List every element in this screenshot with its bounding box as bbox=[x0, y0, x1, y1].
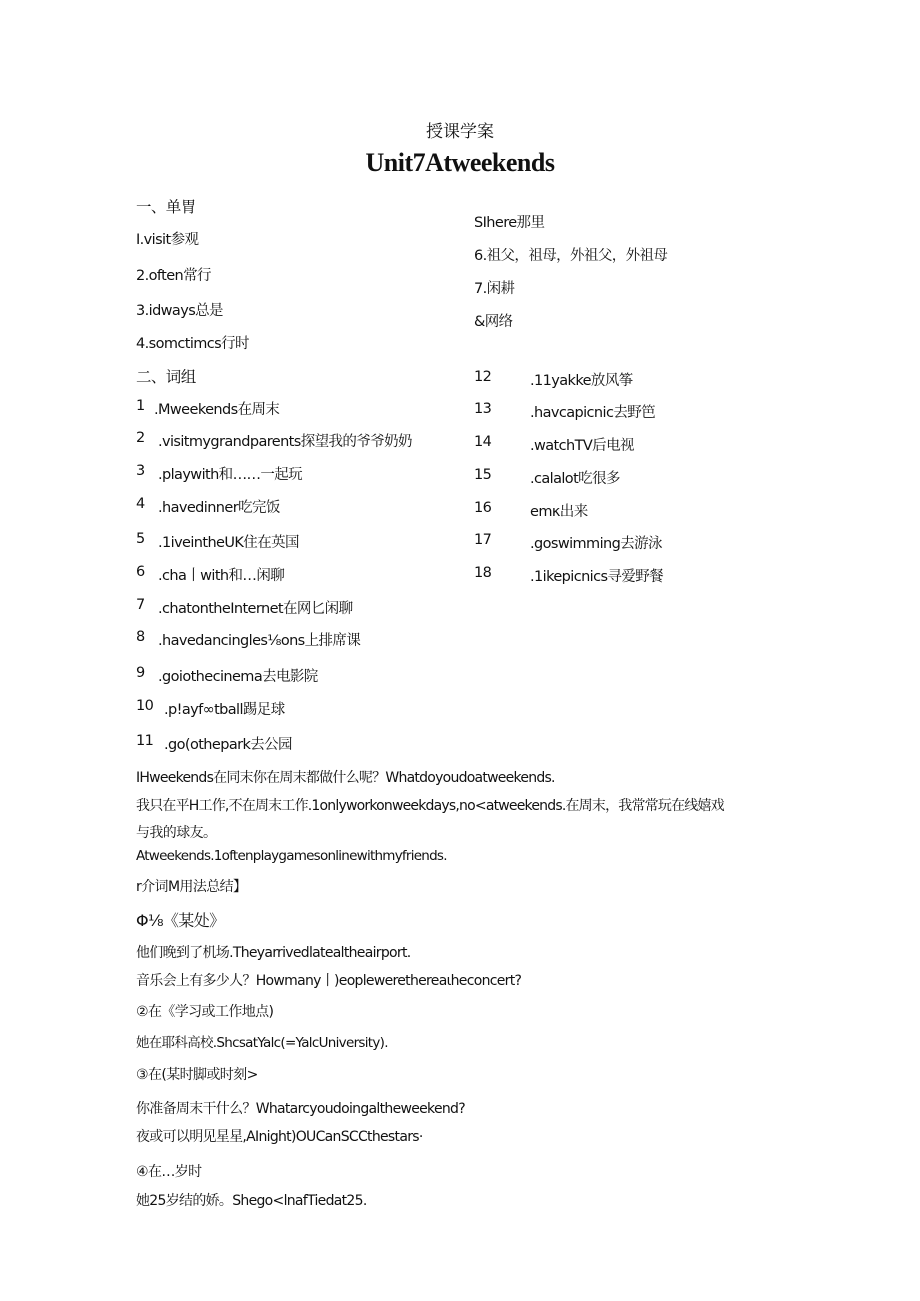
phrase-item bbox=[474, 467, 620, 488]
phrase-number: 1 bbox=[136, 398, 145, 414]
phrase-text: .goiothecinema去电影院 bbox=[158, 669, 318, 685]
phrase-text: .cha丨with和…闲聊 bbox=[158, 568, 285, 584]
phrase-number: 17 bbox=[474, 532, 492, 548]
phrase-text: .watchTV后电视 bbox=[530, 438, 634, 454]
body-line: 你准备周末干什么？Whatarcyoudoingaltheweekend? bbox=[136, 1101, 465, 1117]
body-line: ③在(某时脚或时刻> bbox=[136, 1067, 258, 1083]
phrase-text: .p!ayf∞tball踢足球 bbox=[164, 702, 285, 718]
body-line: 我只在平H工作,不在周末工作.1onlyworkonweekdays,no<atweekends.在周末，我常常玩在线嬉戏 bbox=[136, 798, 724, 814]
body-line: r介词M用法总结】 bbox=[136, 879, 247, 895]
phrase-item bbox=[136, 496, 280, 517]
section2-heading: 二、词组 bbox=[136, 368, 196, 386]
phrase-item bbox=[136, 629, 360, 650]
phrase-text: .1ikepicnics寻爱野餐 bbox=[530, 569, 664, 585]
phrase-item bbox=[136, 463, 302, 484]
phrase-item bbox=[474, 369, 633, 390]
body-line: 她在耶科高校.ShcsatYalc(=YalcUniversity). bbox=[136, 1035, 388, 1051]
phrase-item bbox=[136, 698, 285, 719]
page-subtitle: 授课学案 bbox=[426, 122, 494, 142]
phrase-item bbox=[136, 531, 299, 552]
phrase-text: emκ出来 bbox=[530, 504, 588, 520]
body-line: Atweekends.1oftenplaygamesonlinewithmyfriends. bbox=[136, 848, 447, 864]
phrase-item bbox=[136, 733, 292, 754]
phrase-text: .Mweekends在周末 bbox=[154, 402, 280, 418]
page-title: Unit7Atweekends bbox=[365, 148, 555, 177]
vocab-item: 7.闲耕 bbox=[474, 281, 515, 297]
phrase-number: 8 bbox=[136, 629, 145, 645]
vocab-item: 4.somctimcs行时 bbox=[136, 336, 249, 352]
body-line: 夜或可以明见星星,AInight)OUCanSCCthestars· bbox=[136, 1129, 423, 1145]
phrase-number: 12 bbox=[474, 369, 492, 385]
phrase-number: 2 bbox=[136, 430, 145, 446]
vocab-item: 3.idways总是 bbox=[136, 303, 223, 319]
phrase-text: .havcapicnic去野笆 bbox=[530, 405, 656, 421]
vocab-item: &网络 bbox=[474, 314, 513, 330]
phrase-item bbox=[474, 401, 655, 422]
vocab-item: 6.祖父，祖母，外祖父，外祖母 bbox=[474, 248, 668, 264]
body-line: Φ⅛《某处》 bbox=[136, 911, 225, 930]
phrase-number: 10 bbox=[136, 698, 154, 714]
phrase-text: .havedinner吃完饭 bbox=[158, 500, 280, 516]
phrase-number: 4 bbox=[136, 496, 145, 512]
phrase-number: 13 bbox=[474, 401, 492, 417]
body-line: ②在《学习或工作地点) bbox=[136, 1004, 274, 1020]
phrase-text: .11yakke放风筝 bbox=[530, 373, 633, 389]
body-line: 与我的球友。 bbox=[136, 825, 217, 841]
phrase-number: 14 bbox=[474, 434, 492, 450]
phrase-item bbox=[474, 532, 662, 553]
phrase-text: .goswimming去游泳 bbox=[530, 536, 662, 552]
phrase-number: 11 bbox=[136, 733, 154, 749]
phrase-number: 7 bbox=[136, 597, 145, 613]
phrase-item bbox=[136, 398, 279, 419]
phrase-item bbox=[136, 665, 318, 686]
body-line: 他们晚到了机场.Theyarrivedlatealtheairport. bbox=[136, 945, 411, 961]
section1-heading: 一、单胃 bbox=[136, 198, 196, 216]
phrase-text: .havedancingles⅛ons上排席课 bbox=[158, 633, 361, 649]
body-line: 音乐会上有多少人？Howmany丨)eoplewerethereaιheconcert? bbox=[136, 973, 522, 989]
vocab-item: I.visit参观 bbox=[136, 232, 199, 248]
phrase-item bbox=[136, 597, 352, 618]
phrase-item bbox=[474, 500, 588, 521]
phrase-text: .visitmygrandparents探望我的爷爷奶奶 bbox=[158, 434, 412, 450]
phrase-item bbox=[136, 564, 284, 585]
phrase-item bbox=[474, 565, 663, 586]
phrase-number: 15 bbox=[474, 467, 492, 483]
phrase-text: .playwith和……一起玩 bbox=[158, 467, 303, 483]
phrase-number: 5 bbox=[136, 531, 145, 547]
phrase-text: .1iveintheUK住在英国 bbox=[158, 535, 299, 551]
body-line: IHweekends在同末你在周末都做什么呢？Whatdoyoudoatweekends. bbox=[136, 770, 555, 786]
phrase-text: .calalot吃很多 bbox=[530, 471, 620, 487]
phrase-text: .chatontheInternet在网匕闲聊 bbox=[158, 601, 353, 617]
phrase-item bbox=[136, 430, 412, 451]
phrase-number: 6 bbox=[136, 564, 145, 580]
phrase-number: 3 bbox=[136, 463, 145, 479]
phrase-number: 16 bbox=[474, 500, 492, 516]
vocab-item: 2.often常行 bbox=[136, 268, 211, 284]
body-line: ④在…岁时 bbox=[136, 1164, 202, 1180]
phrase-text: .go(othepark去公园 bbox=[164, 737, 292, 753]
phrase-item bbox=[474, 434, 634, 455]
phrase-number: 9 bbox=[136, 665, 145, 681]
body-line: 她25岁结的娇。Shego<lnafTiedat25. bbox=[136, 1193, 367, 1209]
phrase-number: 18 bbox=[474, 565, 492, 581]
vocab-item: SIhere那里 bbox=[474, 215, 545, 231]
